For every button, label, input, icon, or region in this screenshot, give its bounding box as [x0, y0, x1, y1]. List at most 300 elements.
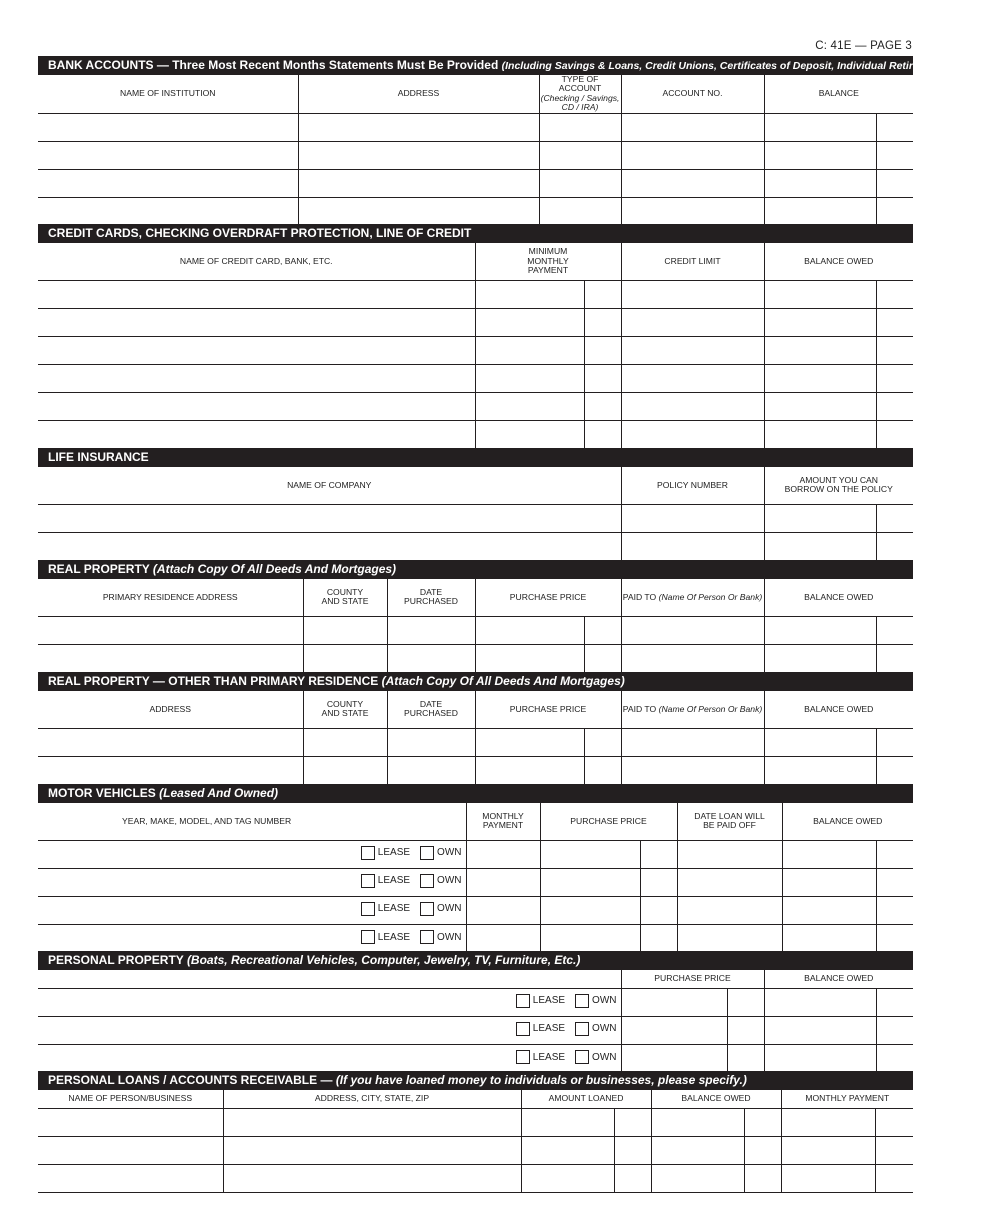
own-label: OWN — [437, 931, 462, 943]
table-row — [38, 1016, 913, 1044]
entry-cell[interactable] — [614, 1108, 651, 1136]
entry-cell[interactable] — [876, 1016, 913, 1044]
entry-cell[interactable] — [677, 896, 782, 924]
entry-cell[interactable] — [764, 504, 876, 532]
own-option — [420, 874, 461, 888]
lease-own-options — [38, 874, 466, 888]
entry-cell[interactable] — [298, 113, 539, 141]
entry-cell[interactable] — [621, 169, 764, 197]
own-checkbox[interactable] — [575, 1050, 589, 1064]
section-header — [38, 56, 998, 75]
entry-cell[interactable] — [621, 280, 764, 308]
entry-cell[interactable] — [876, 924, 913, 952]
entry-cell[interactable] — [38, 197, 298, 225]
own-checkbox[interactable] — [420, 902, 434, 916]
entry-cell[interactable] — [38, 756, 303, 784]
entry-cell[interactable] — [38, 1108, 223, 1136]
entry-cell[interactable] — [876, 336, 913, 364]
lease-own-options — [38, 1050, 621, 1064]
col-header: ADDRESS, CITY, STATE, ZIP — [223, 1090, 521, 1108]
entry-cell[interactable] — [651, 1164, 744, 1192]
entry-cell[interactable] — [298, 141, 539, 169]
entry-cell[interactable] — [38, 504, 621, 532]
entry-cell[interactable] — [387, 728, 475, 756]
entry-cell[interactable] — [621, 141, 764, 169]
entry-cell[interactable] — [621, 1016, 727, 1044]
entry-cell[interactable] — [38, 616, 303, 644]
entry-cell[interactable] — [876, 197, 913, 225]
entry-cell[interactable] — [677, 868, 782, 896]
entry-cell[interactable] — [876, 113, 913, 141]
personal-loans-table — [38, 1090, 913, 1193]
entry-cell[interactable] — [584, 392, 621, 420]
lease-own-options — [38, 994, 621, 1008]
lease-option — [361, 874, 410, 888]
entry-cell[interactable] — [475, 336, 584, 364]
entry-cell[interactable] — [621, 988, 727, 1016]
entry-cell[interactable] — [38, 1164, 223, 1192]
col-header-label: AMOUNT YOU CAN BORROW ON THE POLICY — [784, 474, 893, 495]
entry-cell[interactable] — [764, 197, 876, 225]
col-header: BALANCE OWED — [764, 970, 913, 988]
col-header-label: PAID TO — [622, 703, 657, 714]
col-header-blank — [38, 970, 621, 988]
entry-cell[interactable] — [521, 1164, 614, 1192]
entry-cell[interactable] — [584, 728, 621, 756]
entry-cell[interactable] — [38, 113, 298, 141]
entry-cell[interactable] — [764, 169, 876, 197]
page-id: C: 41E — PAGE 3 — [815, 40, 912, 52]
entry-cell[interactable] — [640, 868, 677, 896]
table-row — [38, 644, 913, 672]
entry-cell[interactable] — [475, 644, 584, 672]
entry-cell[interactable] — [621, 113, 764, 141]
lease-option — [516, 1022, 565, 1036]
entry-cell[interactable] — [475, 392, 584, 420]
entry-cell[interactable] — [38, 280, 475, 308]
col-header-label: MINIMUM MONTHLY PAYMENT — [527, 246, 569, 275]
entry-cell[interactable] — [466, 896, 540, 924]
table-row — [38, 616, 913, 644]
col-header: NAME OF INSTITUTION — [38, 75, 298, 113]
own-option — [575, 994, 616, 1008]
col-header — [539, 75, 621, 113]
section-subtitle: (Attach Copy Of All Deeds And Mortgages) — [152, 562, 397, 576]
entry-cell[interactable] — [764, 141, 876, 169]
entry-cell[interactable] — [475, 280, 584, 308]
col-header: AMOUNT LOANED — [521, 1090, 651, 1108]
col-header-sub: (Name Of Person Or Bank) — [658, 591, 763, 602]
entry-cell[interactable] — [38, 1136, 223, 1164]
entry-cell[interactable] — [781, 1136, 875, 1164]
col-header: PURCHASE PRICE — [540, 803, 677, 840]
entry-cell[interactable] — [876, 504, 913, 532]
entry-cell[interactable] — [876, 728, 913, 756]
entry-cell[interactable] — [782, 840, 876, 868]
col-header — [621, 691, 764, 728]
col-header — [677, 803, 782, 840]
col-header: NAME OF PERSON/BUSINESS — [38, 1090, 223, 1108]
col-header — [475, 243, 621, 280]
col-header: BALANCE OWED — [764, 579, 913, 616]
entry-cell[interactable] — [876, 756, 913, 784]
col-header: YEAR, MAKE, MODEL, AND TAG NUMBER — [38, 803, 466, 840]
entry-cell[interactable] — [521, 1108, 614, 1136]
entry-cell[interactable] — [38, 141, 298, 169]
col-header-label: COUNTY AND STATE — [321, 698, 369, 719]
entry-cell[interactable] — [621, 504, 764, 532]
entry-cell[interactable] — [876, 420, 913, 448]
lease-checkbox[interactable] — [361, 846, 375, 860]
lease-checkbox[interactable] — [361, 930, 375, 944]
table-row — [38, 1108, 913, 1136]
lease-label: LEASE — [532, 995, 566, 1007]
entry-cell[interactable] — [876, 280, 913, 308]
entry-cell[interactable] — [875, 1108, 913, 1136]
entry-cell[interactable] — [764, 756, 876, 784]
col-header-label: DATE PURCHASED — [404, 586, 458, 607]
entry-cell[interactable] — [876, 392, 913, 420]
entry-cell[interactable] — [876, 644, 913, 672]
entry-cell[interactable] — [38, 420, 475, 448]
entry-cell[interactable] — [387, 616, 475, 644]
entry-cell[interactable] — [38, 336, 475, 364]
col-header: BALANCE OWED — [764, 243, 913, 280]
entry-cell[interactable] — [651, 1108, 744, 1136]
entry-cell[interactable] — [539, 197, 621, 225]
col-header: PRIMARY RESIDENCE ADDRESS — [38, 579, 303, 616]
entry-cell[interactable] — [640, 896, 677, 924]
personal-property-table — [38, 970, 913, 1072]
entry-cell[interactable] — [651, 1136, 744, 1164]
entry-cell[interactable] — [621, 1044, 727, 1072]
col-header: NAME OF CREDIT CARD, BANK, ETC. — [38, 243, 475, 280]
lease-checkbox[interactable] — [516, 994, 530, 1008]
entry-cell[interactable] — [298, 197, 539, 225]
table-row — [38, 756, 913, 784]
entry-cell[interactable] — [475, 756, 584, 784]
table-row — [38, 364, 913, 392]
entry-cell[interactable] — [875, 1136, 913, 1164]
lease-checkbox[interactable] — [516, 1022, 530, 1036]
own-option — [420, 902, 461, 916]
section-title: REAL PROPERTY — [48, 562, 150, 576]
entry-cell[interactable] — [764, 532, 876, 560]
entry-cell[interactable] — [876, 532, 913, 560]
entry-cell[interactable] — [38, 364, 475, 392]
entry-cell[interactable] — [764, 364, 876, 392]
section-subtitle: (Boats, Recreational Vehicles, Computer, Jewelry, TV, Furniture, Etc.) — [186, 953, 581, 967]
real-property-other-table — [38, 691, 913, 784]
table-row — [38, 280, 913, 308]
entry-cell[interactable] — [38, 644, 303, 672]
entry-cell[interactable] — [38, 1016, 621, 1044]
section-header — [38, 672, 913, 691]
entry-cell[interactable] — [621, 197, 764, 225]
entry-cell[interactable] — [764, 1044, 876, 1072]
entry-cell[interactable] — [584, 280, 621, 308]
entry-cell[interactable] — [876, 1044, 913, 1072]
entry-cell[interactable] — [539, 141, 621, 169]
entry-cell[interactable] — [540, 840, 640, 868]
col-header: ADDRESS — [298, 75, 539, 113]
entry-cell[interactable] — [781, 1108, 875, 1136]
entry-cell[interactable] — [303, 756, 387, 784]
entry-cell[interactable] — [584, 644, 621, 672]
lease-own-options — [38, 1022, 621, 1036]
entry-cell[interactable] — [38, 840, 466, 868]
entry-cell[interactable] — [540, 924, 640, 952]
section-header — [38, 784, 913, 803]
col-header: MONTHLY PAYMENT — [781, 1090, 913, 1108]
entry-cell[interactable] — [640, 840, 677, 868]
entry-cell[interactable] — [584, 364, 621, 392]
table-row — [38, 840, 913, 868]
entry-cell[interactable] — [539, 113, 621, 141]
col-header-label: PAID TO — [622, 591, 657, 602]
lease-label: LEASE — [377, 903, 411, 915]
lease-own-options — [38, 902, 466, 916]
entry-cell[interactable] — [584, 336, 621, 364]
entry-cell[interactable] — [387, 644, 475, 672]
entry-cell[interactable] — [475, 308, 584, 336]
life-insurance-table — [38, 467, 913, 560]
col-header: PURCHASE PRICE — [475, 691, 621, 728]
entry-cell[interactable] — [876, 308, 913, 336]
entry-cell[interactable] — [475, 420, 584, 448]
entry-cell[interactable] — [475, 616, 584, 644]
real-property-section — [38, 560, 913, 672]
life-insurance-section — [38, 448, 913, 560]
col-header — [303, 691, 387, 728]
entry-cell[interactable] — [223, 1108, 521, 1136]
entry-cell[interactable] — [876, 364, 913, 392]
entry-cell[interactable] — [475, 728, 584, 756]
table-row — [38, 504, 913, 532]
entry-cell[interactable] — [584, 308, 621, 336]
entry-cell[interactable] — [677, 924, 782, 952]
entry-cell[interactable] — [764, 336, 876, 364]
entry-cell[interactable] — [764, 644, 876, 672]
entry-cell[interactable] — [764, 392, 876, 420]
section-title: PERSONAL PROPERTY — [48, 953, 184, 967]
entry-cell[interactable] — [764, 280, 876, 308]
entry-cell[interactable] — [640, 924, 677, 952]
entry-cell[interactable] — [303, 644, 387, 672]
col-header: PURCHASE PRICE — [621, 970, 764, 988]
entry-cell[interactable] — [764, 616, 876, 644]
section-header — [38, 448, 913, 467]
entry-cell[interactable] — [621, 308, 764, 336]
col-header — [387, 691, 475, 728]
table-row — [38, 1136, 913, 1164]
entry-cell[interactable] — [876, 868, 913, 896]
col-header — [303, 579, 387, 616]
entry-cell[interactable] — [38, 988, 621, 1016]
col-header: CREDIT LIMIT — [621, 243, 764, 280]
col-header-sub: (Checking / Savings, CD / IRA) — [540, 92, 620, 113]
lease-checkbox[interactable] — [361, 902, 375, 916]
entry-cell[interactable] — [782, 868, 876, 896]
lease-own-options — [38, 930, 466, 944]
section-header — [38, 951, 913, 970]
entry-cell[interactable] — [876, 616, 913, 644]
entry-cell[interactable] — [475, 364, 584, 392]
section-header — [38, 1071, 913, 1090]
entry-cell[interactable] — [584, 420, 621, 448]
entry-cell[interactable] — [621, 392, 764, 420]
lease-label: LEASE — [377, 931, 411, 943]
own-label: OWN — [592, 1051, 617, 1063]
entry-cell[interactable] — [38, 392, 475, 420]
section-title: REAL PROPERTY — OTHER THAN PRIMARY RESIDENCE — [48, 674, 379, 688]
entry-cell[interactable] — [876, 141, 913, 169]
entry-cell[interactable] — [614, 1164, 651, 1192]
personal-loans-section — [38, 1071, 913, 1193]
entry-cell[interactable] — [621, 336, 764, 364]
lease-checkbox[interactable] — [361, 874, 375, 888]
table-row — [38, 392, 913, 420]
entry-cell[interactable] — [875, 1164, 913, 1192]
own-option — [575, 1050, 616, 1064]
entry-cell[interactable] — [764, 113, 876, 141]
table-row — [38, 988, 913, 1016]
entry-cell[interactable] — [764, 988, 876, 1016]
lease-checkbox[interactable] — [516, 1050, 530, 1064]
section-title: LIFE INSURANCE — [48, 450, 149, 464]
entry-cell[interactable] — [38, 308, 475, 336]
entry-cell[interactable] — [876, 169, 913, 197]
entry-cell[interactable] — [466, 924, 540, 952]
table-row — [38, 924, 913, 952]
entry-cell[interactable] — [38, 728, 303, 756]
entry-cell[interactable] — [38, 924, 466, 952]
col-header: ADDRESS — [38, 691, 303, 728]
table-row — [38, 308, 913, 336]
entry-cell[interactable] — [876, 988, 913, 1016]
table-row — [38, 1044, 913, 1072]
entry-cell[interactable] — [621, 420, 764, 448]
entry-cell[interactable] — [466, 868, 540, 896]
col-header-sub: (Name Of Person Or Bank) — [658, 703, 763, 714]
entry-cell[interactable] — [782, 924, 876, 952]
entry-cell[interactable] — [727, 1044, 764, 1072]
own-checkbox[interactable] — [420, 846, 434, 860]
entry-cell[interactable] — [621, 728, 764, 756]
entry-cell[interactable] — [621, 616, 764, 644]
entry-cell[interactable] — [764, 420, 876, 448]
entry-cell[interactable] — [521, 1136, 614, 1164]
own-option — [420, 930, 461, 944]
col-header: BALANCE OWED — [782, 803, 913, 840]
entry-cell[interactable] — [727, 988, 764, 1016]
own-label: OWN — [437, 903, 462, 915]
lease-option — [361, 902, 410, 916]
lease-label: LEASE — [377, 875, 411, 887]
lease-option — [516, 1050, 565, 1064]
lease-option — [361, 846, 410, 860]
entry-cell[interactable] — [223, 1164, 521, 1192]
entry-cell[interactable] — [782, 896, 876, 924]
entry-cell[interactable] — [621, 756, 764, 784]
section-subtitle: (If you have loaned money to individuals or businesses, please specify.) — [335, 1073, 747, 1087]
entry-cell[interactable] — [876, 896, 913, 924]
col-header: PURCHASE PRICE — [475, 579, 621, 616]
entry-cell[interactable] — [614, 1136, 651, 1164]
entry-cell[interactable] — [466, 840, 540, 868]
col-header — [621, 579, 764, 616]
entry-cell[interactable] — [38, 868, 466, 896]
entry-cell[interactable] — [298, 169, 539, 197]
own-checkbox[interactable] — [575, 994, 589, 1008]
table-row — [38, 728, 913, 756]
col-header: NAME OF COMPANY — [38, 467, 621, 504]
entry-cell[interactable] — [764, 308, 876, 336]
entry-cell[interactable] — [744, 1108, 781, 1136]
entry-cell[interactable] — [223, 1136, 521, 1164]
section-title: BANK ACCOUNTS — Three Most Recent Months Statements Must Be Provided — [48, 58, 499, 72]
entry-cell[interactable] — [764, 1016, 876, 1044]
own-checkbox[interactable] — [420, 930, 434, 944]
entry-cell[interactable] — [303, 728, 387, 756]
entry-cell[interactable] — [621, 644, 764, 672]
entry-cell[interactable] — [621, 532, 764, 560]
real-property-other-section — [38, 672, 913, 784]
own-label: OWN — [592, 995, 617, 1007]
entry-cell[interactable] — [303, 616, 387, 644]
entry-cell[interactable] — [38, 896, 466, 924]
entry-cell[interactable] — [744, 1136, 781, 1164]
section-title: PERSONAL LOANS / ACCOUNTS RECEIVABLE — — [48, 1073, 333, 1087]
own-label: OWN — [437, 875, 462, 887]
entry-cell[interactable] — [764, 728, 876, 756]
section-subtitle: (Leased And Owned) — [159, 786, 279, 800]
entry-cell[interactable] — [38, 1044, 621, 1072]
entry-cell[interactable] — [38, 169, 298, 197]
section-subtitle: (Including Savings & Loans, Credit Unions, Certificates of Deposit, Individual Retirement Accounts) — [501, 60, 998, 72]
own-checkbox[interactable] — [575, 1022, 589, 1036]
col-header: BALANCE — [764, 75, 913, 113]
entry-cell[interactable] — [540, 868, 640, 896]
lease-option — [516, 994, 565, 1008]
bank-accounts-table — [38, 75, 913, 225]
entry-cell[interactable] — [38, 532, 621, 560]
col-header — [387, 579, 475, 616]
col-header: BALANCE OWED — [764, 691, 913, 728]
entry-cell[interactable] — [584, 756, 621, 784]
col-header-label: DATE PURCHASED — [404, 698, 458, 719]
entry-cell[interactable] — [876, 840, 913, 868]
table-row — [38, 113, 913, 141]
entry-cell[interactable] — [677, 840, 782, 868]
own-label: OWN — [592, 1023, 617, 1035]
table-row — [38, 141, 913, 169]
real-property-table — [38, 579, 913, 672]
entry-cell[interactable] — [387, 756, 475, 784]
entry-cell[interactable] — [539, 169, 621, 197]
entry-cell[interactable] — [621, 364, 764, 392]
entry-cell[interactable] — [727, 1016, 764, 1044]
personal-property-section — [38, 951, 913, 1072]
own-checkbox[interactable] — [420, 874, 434, 888]
entry-cell[interactable] — [584, 616, 621, 644]
bank-accounts-section — [38, 56, 998, 225]
entry-cell[interactable] — [781, 1164, 875, 1192]
entry-cell[interactable] — [744, 1164, 781, 1192]
table-row — [38, 197, 913, 225]
lease-label: LEASE — [377, 847, 411, 859]
entry-cell[interactable] — [540, 896, 640, 924]
